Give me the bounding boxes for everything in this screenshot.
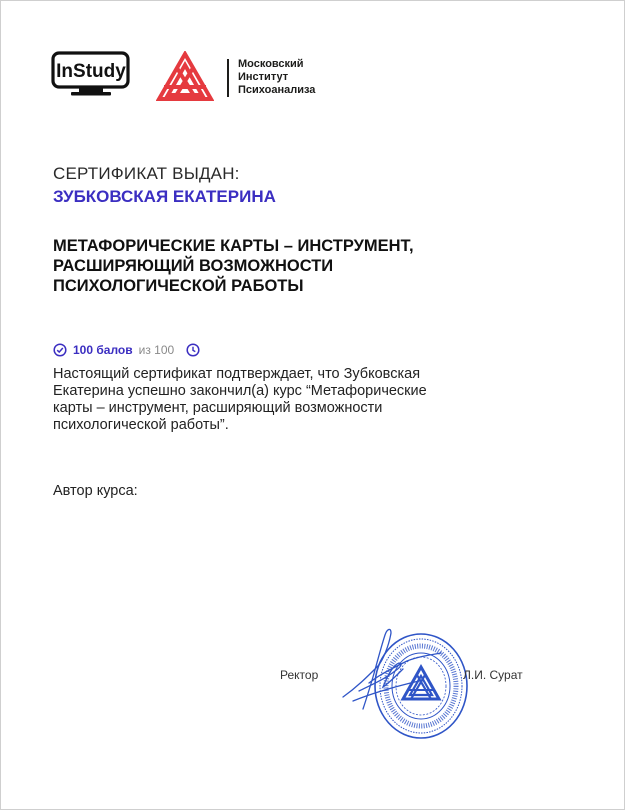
check-circle-icon <box>53 343 67 357</box>
score-value: 100 балов <box>73 343 133 357</box>
triangle-knot-logo-icon <box>156 51 214 103</box>
institute-name <box>238 58 315 97</box>
rector-name: Л.И. Сурат <box>463 668 523 682</box>
recipient-name: ЗУБКОВСКАЯ ЕКАТЕРИНА <box>53 187 276 206</box>
issued-label: СЕРТИФИКАТ ВЫДАН: <box>53 164 240 183</box>
signature <box>333 625 445 717</box>
logo-divider <box>227 59 229 97</box>
score-row <box>53 342 200 358</box>
institute-line-1: Московский <box>238 58 304 70</box>
course-title <box>53 236 473 296</box>
rector-label: Ректор <box>280 668 319 682</box>
certificate-description <box>53 366 533 434</box>
description-line-2: Екатерина успешно закончил(а) курс “Метафорические <box>53 383 427 399</box>
instudy-logo <box>51 51 131 101</box>
course-title-line-3: ПСИХОЛОГИЧЕСКОЙ РАБОТЫ <box>53 277 304 295</box>
course-author-label: Автор курса: <box>53 483 138 499</box>
course-title-line-2: РАСШИРЯЮЩИЙ ВОЗМОЖНОСТИ <box>53 257 334 275</box>
clock-icon <box>186 343 200 357</box>
description-line-3: карты – инструмент, расширяющий возможности <box>53 400 383 416</box>
course-title-line-1: МЕТАФОРИЧЕСКИЕ КАРТЫ – ИНСТРУМЕНТ, <box>53 237 414 255</box>
institute-line-2: Институт <box>238 71 289 83</box>
description-line-4: психологической работы”. <box>53 417 229 433</box>
description-line-1: Настоящий сертификат подтверждает, что Зубковская <box>53 366 421 382</box>
score-max: из 100 <box>138 343 175 357</box>
instudy-logo-text: InStudy <box>56 61 126 82</box>
institute-line-3: Психоанализа <box>238 84 316 96</box>
